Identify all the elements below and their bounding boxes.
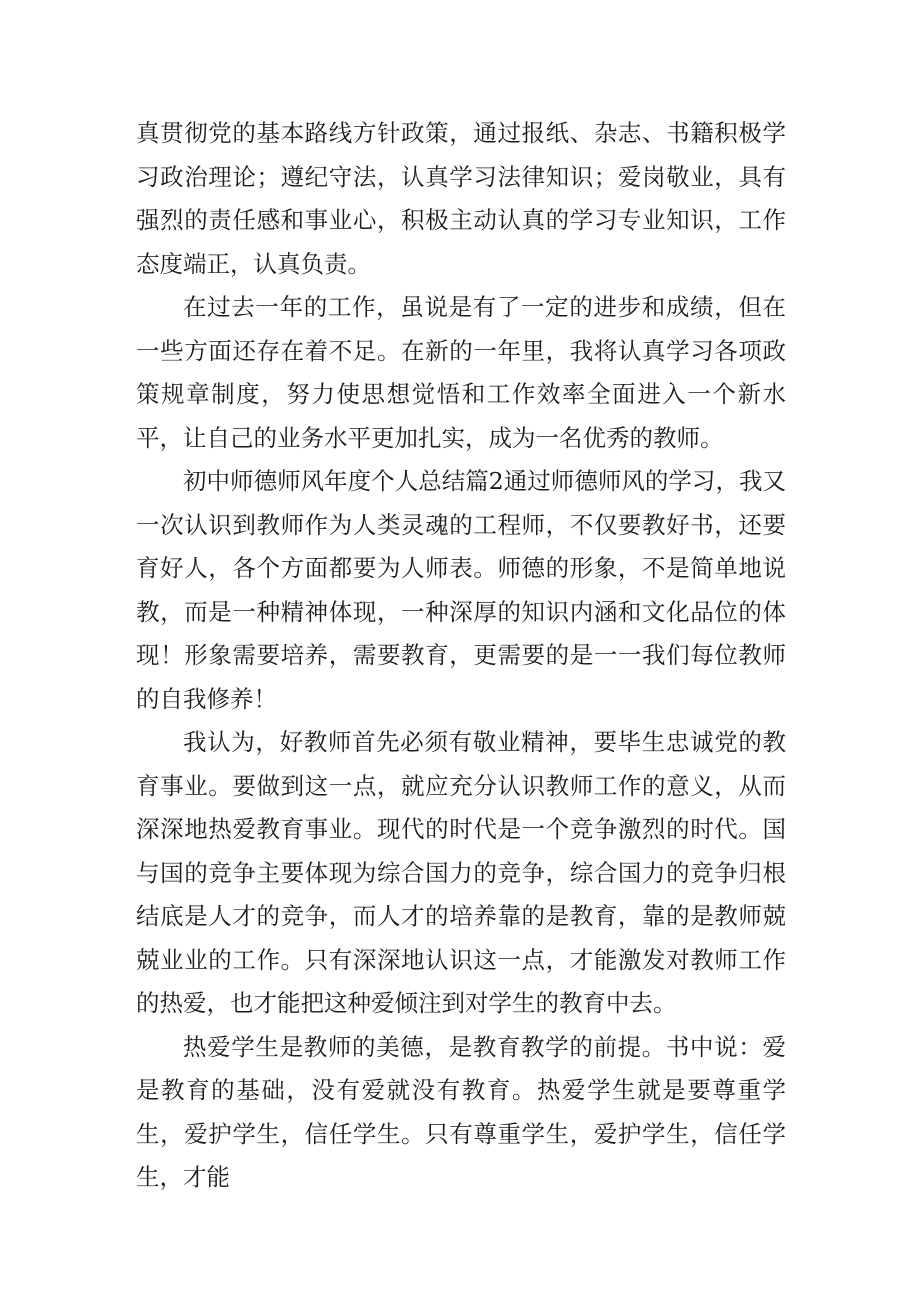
paragraph-5: 热爱学生是教师的美德，是教育教学的前提。书中说：爱是教育的基础，没有爱就没有教育。热爱学生就是要尊重学生，爱护学生，信任学生。只有尊重学生，爱护学生，信任学生，才能 [136,1032,786,1191]
document-body [136,112,786,1200]
paragraph-4: 我认为，好教师首先必须有敬业精神，要毕生忠诚党的教育事业。要做到这一点，就应充分认识教师工作的意义，从而深深地热爱教育事业。现代的时代是一个竞争激烈的时代。国与国的竞争主要体现为综合国力的竞争，综合国力的竞争归根结底是人才的竞争，而人才的培养靠的是教育，靠的是教师兢兢业业的工作。只有深深地认识这一点，才能激发对教师工作的热爱，也才能把这种爱倾注到对学生的教育中去。 [136,728,786,1017]
paragraph-2: 在过去一年的工作，虽说是有了一定的进步和成绩，但在一些方面还存在着不足。在新的一年里，我将认真学习各项政策规章制度，努力使思想觉悟和工作效率全面进入一个新水平，让自己的业务水平更加扎实，成为一名优秀的教师。 [136,293,786,452]
paragraph-1: 真贯彻党的基本路线方针政策，通过报纸、杂志、书籍积极学习政治理论；遵纪守法，认真学习法律知识；爱岗敬业，具有强烈的责任感和事业心，积极主动认真的学习专业知识，工作态度端正，认真负责。 [136,119,786,278]
paragraph-3: 初中师德师风年度个人总结篇2通过师德师风的学习，我又一次认识到教师作为人类灵魂的工程师，不仅要教好书，还要育好人，各个方面都要为人师表。师德的形象，不是简单地说教，而是一种精神体现，一种深厚的知识内涵和文化品位的体现！形象需要培养，需要教育，更需要的是一一我们每位教师的自我修养！ [136,467,786,713]
